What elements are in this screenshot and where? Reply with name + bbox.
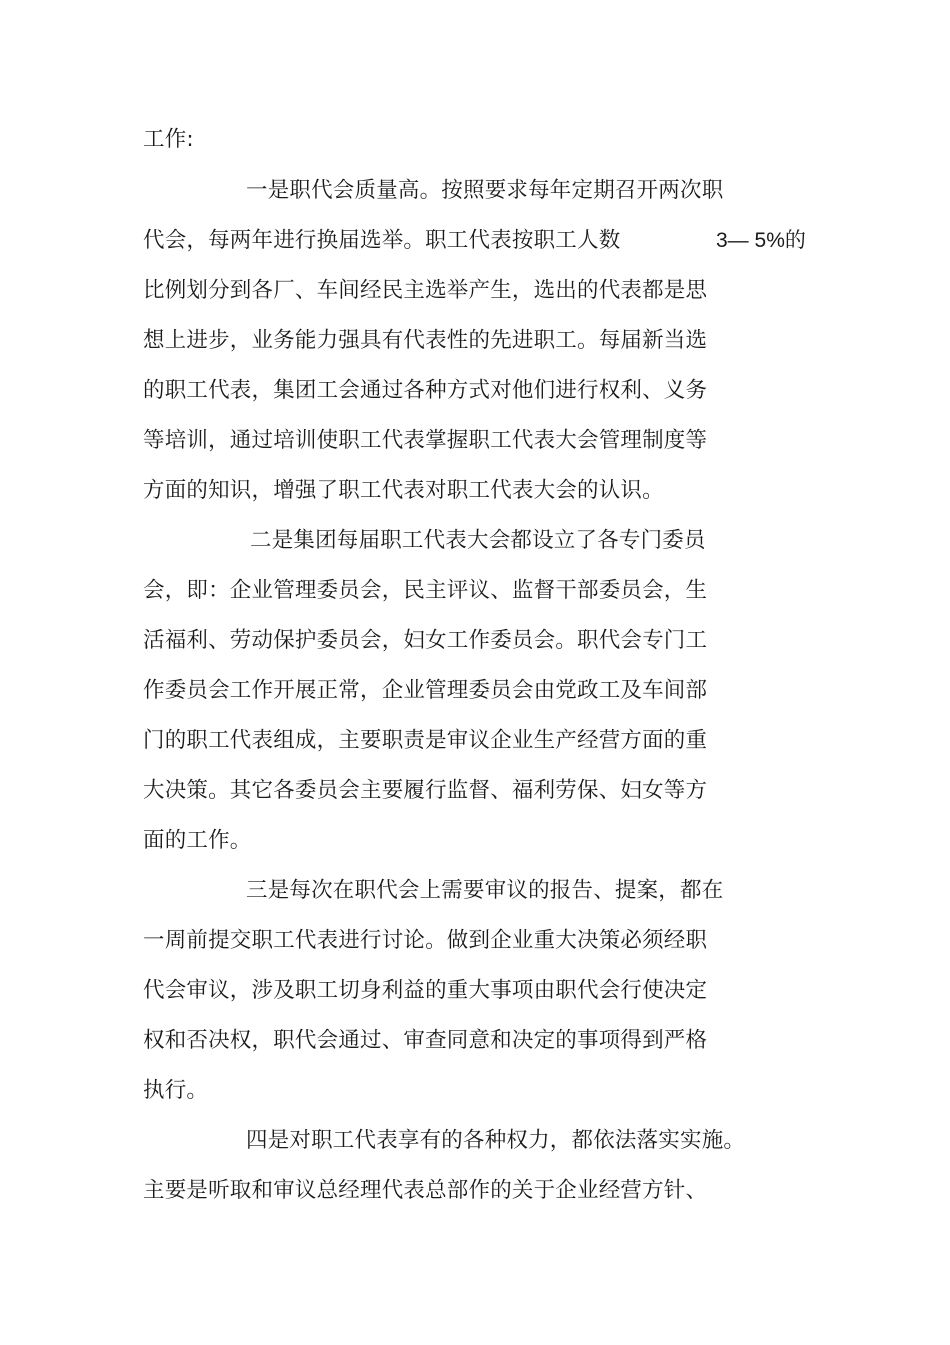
text-line: 想上进步，业务能力强具有代表性的先进职工。每届新当选 (143, 328, 708, 353)
text-line: 面的工作。 (143, 828, 252, 853)
text-line: 比例划分到各厂、车间经民主选举产生，选出的代表都是思 (143, 278, 708, 303)
text-line: 代会审议，涉及职工切身利益的重大事项由职代会行使决定 (143, 978, 708, 1003)
paragraph-3-first-line: 三是每次在职代会上需要审议的报告、提案，都在 (246, 878, 724, 903)
text-line: 活福利、劳动保护委员会，妇女工作委员会。职代会专门工 (143, 628, 708, 653)
ratio-text: 3— 5%的 (716, 229, 806, 252)
text-line: 执行。 (143, 1078, 209, 1103)
text-line: 方面的知识，增强了职工代表对职工代表大会的认识。 (143, 478, 664, 503)
text-line: 门的职工代表组成，主要职责是审议企业生产经营方面的重 (143, 728, 708, 753)
text-line: 工作: (143, 127, 194, 152)
paragraph-2-first-line: 二是集团每届职工代表大会都设立了各专门委员 (250, 528, 706, 553)
text-line: 会，即：企业管理委员会，民主评议、监督干部委员会，生 (143, 578, 708, 603)
text-line: 主要是听取和审议总经理代表总部作的关于企业经营方针、 (143, 1178, 708, 1203)
text-line: 等培训，通过培训使职工代表掌握职工代表大会管理制度等 (143, 428, 708, 453)
paragraph-1-first-line: 一是职代会质量高。按照要求每年定期召开两次职 (246, 178, 724, 203)
text-line: 的职工代表，集团工会通过各种方式对他们进行权利、义务 (143, 378, 708, 403)
text-line: 权和否决权，职代会通过、审查同意和决定的事项得到严格 (143, 1028, 708, 1053)
paragraph-4-first-line: 四是对职工代表享有的各种权力，都依法落实实施。 (246, 1128, 746, 1153)
text-line: 作委员会工作开展正常，企业管理委员会由党政工及车间部 (143, 678, 708, 703)
text-line: 一周前提交职工代表进行讨论。做到企业重大决策必须经职 (143, 928, 708, 953)
text-line: 大决策。其它各委员会主要履行监督、福利劳保、妇女等方 (143, 778, 708, 803)
text-line: 代会，每两年进行换届选举。职工代表按职工人数 (143, 228, 621, 253)
